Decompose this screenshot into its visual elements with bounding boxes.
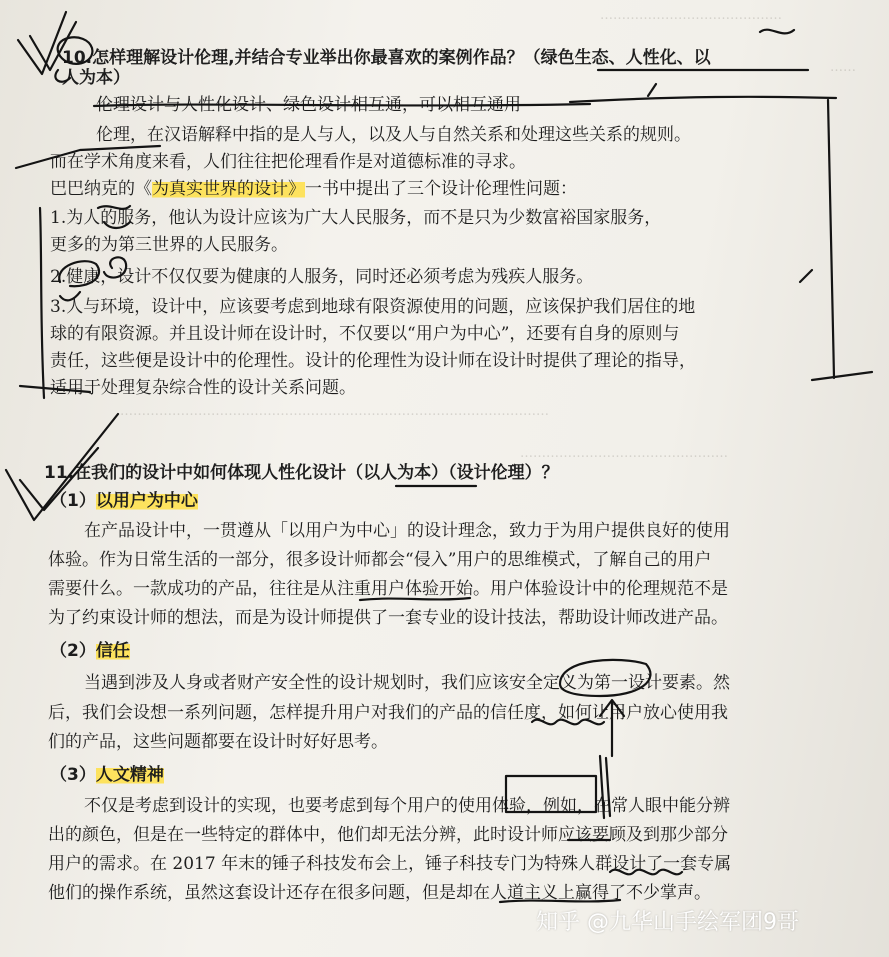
left-bracket-mark xyxy=(40,208,44,398)
s3-title: 人文精神 xyxy=(95,765,164,785)
q10-heading xyxy=(62,47,711,69)
q10-paragraph-2: 而在学术角度来看，人们往往把伦理看作是对道德标准的寻求。 xyxy=(50,152,526,172)
s1-paragraph: 体验。作为日常生活的一部分，很多设计师都会“侵入”用户的思维模式，了解自己的用户 xyxy=(48,550,712,570)
s1-title: 以用户为中心 xyxy=(95,491,198,511)
bleed-through-text: ………………………………………… xyxy=(520,446,728,461)
s1-paragraph: 为了约束设计师的想法，而是为设计师提供了一套专业的设计技法，帮助设计师改进产品。 xyxy=(48,608,728,628)
scribble-icon xyxy=(800,270,812,282)
right-bracket-mark xyxy=(828,100,834,378)
right-bracket-mark xyxy=(812,372,872,380)
s3-paragraph: 不仅是考虑到设计的实现，也要考虑到每个用户的使用体验，例如，在常人眼中能分辨 xyxy=(84,796,730,816)
struck-through-line: 伦理设计与人性化设计、绿色设计相互通，可以相互通用 xyxy=(96,95,521,115)
q10-tags-continued: 人为本） xyxy=(62,68,130,88)
s3-paragraph: 他们的操作系统，虽然这套设计还存在很多问题，但是却在人道主义上赢得了不少掌声。 xyxy=(48,883,711,903)
q11-heading: 11.在我们的设计中如何体现人性化设计（以人为本）（设计伦理）？ xyxy=(44,463,559,483)
s1-paragraph: 在产品设计中，一贯遵从「以用户为中心」的设计理念，致力于为用户提供良好的使用 xyxy=(84,521,730,541)
q10-tags: （绿色生态、人性化、以 xyxy=(523,48,711,68)
s2-heading: （2）信任 xyxy=(50,641,130,661)
scribble-icon xyxy=(760,30,794,34)
right-bracket-mark xyxy=(570,97,836,102)
s2-title: 信任 xyxy=(95,641,130,661)
s3-paragraph: 出的颜色，但是在一些特定的群体中，他们却无法分辨，此时设计师应该要顾及到那少部分 xyxy=(48,825,728,845)
q10-item-1: 1.为人的服务，他认为设计应该为广大人民服务，而不是只为少数富裕国家服务， xyxy=(50,208,662,228)
q10-item-1-cont: 更多的为第三世界的人民服务。 xyxy=(50,235,288,255)
q10-item-3-cont: 适用于处理复杂综合性的设计关系问题。 xyxy=(50,378,356,398)
q10-item-3-cont: 责任，这些便是设计中的伦理性。设计的伦理性为设计师在设计时提供了理论的指导， xyxy=(50,351,696,371)
q10-paragraph-1: 伦理，在汉语解释中指的是人与人，以及人与自然关系和处理这些关系的规则。 xyxy=(96,125,691,145)
s1-heading: （1）以用户为中心 xyxy=(50,491,198,511)
bleed-through-text: …………………………………… xyxy=(600,8,782,23)
s2-paragraph: 当遇到涉及人身或者财产安全性的设计规划时，我们应该安全定义为第一设计要素。然 xyxy=(84,673,730,693)
q10-item-2: 2.健康，设计不仅仅要为健康的人服务，同时还必须考虑为残疾人服务。 xyxy=(50,267,594,287)
q10-paragraph-3: 巴巴纳克的《为真实世界的设计》一书中提出了三个设计伦理性问题： xyxy=(50,179,577,199)
highlighted-book-title: 为真实世界的设计》 xyxy=(152,179,305,199)
s3-paragraph: 用户的需求。在 2017 年末的锤子科技发布会上，锤子科技专门为特殊人群设计了一套专属 xyxy=(48,854,732,874)
bleed-through-text: ……………………………………………………………………………………… xyxy=(120,404,549,419)
s3-heading: （3）人文精神 xyxy=(50,765,164,785)
watermark: 知乎 @九华山手绘军团9哥 xyxy=(536,910,799,935)
circled-keyword: 健康 xyxy=(66,267,101,287)
arrow-mark-icon xyxy=(648,84,656,96)
bleed-through-text: …… xyxy=(830,60,856,75)
s2-paragraph: 们的产品，这些问题都要在设计时好好思考。 xyxy=(48,732,388,752)
s2-paragraph: 后，我们会设想一系列问题，怎样提升用户对我们的产品的信任度，如何让用户放心使用我 xyxy=(48,703,728,723)
check-mark-icon xyxy=(18,12,66,74)
q10-title: 10.怎样理解设计伦理,并结合专业举出你最喜欢的案例作品？ xyxy=(62,48,524,68)
s1-paragraph: 需要什么。一款成功的产品，往往是从注重用户体验开始。用户体验设计中的伦理规范不是 xyxy=(48,579,728,599)
q10-item-3-cont: 球的有限资源。并且设计师在设计时，不仅要以“用户为中心”，还要有自身的原则与 xyxy=(50,324,680,344)
q10-item-3: 3.人与环境，设计中，应该要考虑到地球有限资源使用的问题，应该保护我们居住的地 xyxy=(50,297,696,317)
